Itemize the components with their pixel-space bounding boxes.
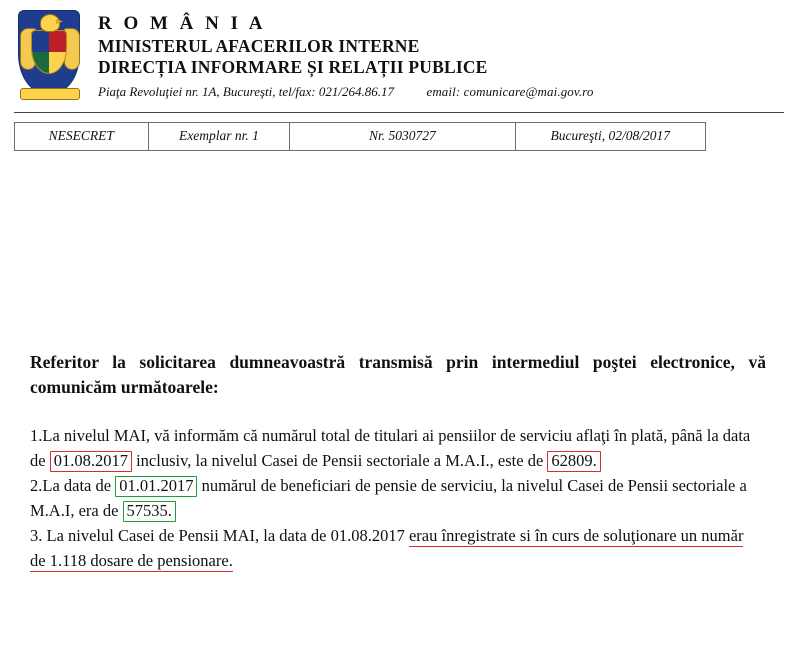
letterhead [0, 0, 800, 106]
romania-coat-of-arms-icon [14, 10, 86, 106]
contact-line [98, 84, 593, 100]
paragraph-2-pre: 2.La data de [30, 475, 116, 495]
paragraph-2 [30, 473, 760, 523]
classification-cell: NESECRET [15, 123, 149, 150]
highlight-date-01-08-2017: 01.08.2017 [50, 451, 132, 472]
place-date-cell: Bucureşti, 02/08/2017 [550, 128, 671, 143]
highlight-date-01-01-2017: 01.01.2017 [115, 476, 197, 497]
letterhead-titles [98, 8, 593, 100]
paragraph-1 [30, 423, 760, 473]
document-meta-table [14, 122, 706, 151]
highlight-value-57535: 57535. [123, 501, 176, 522]
paragraph-3-pre: 3. La nivelul Casei de Pensii MAI, la data de 01.08.2017 [30, 526, 409, 546]
department-title: DIRECȚIA INFORMARE ȘI RELAȚII PUBLICE [98, 57, 488, 78]
country-title: R O M Â N I A [98, 13, 266, 34]
header-divider [14, 112, 784, 113]
document-body [30, 350, 770, 573]
paragraph-1-mid: inclusiv, la nivelul Casei de Pensii sectoriale a M.A.I., este de [131, 450, 548, 470]
postal-address: Piaţa Revoluţiei nr. 1A, Bucureşti, tel/fax: 021/264.86.17 [98, 84, 394, 100]
underlined-phrase: erau înregistrate si în curs de soluţionare un număr de 1.118 dosare de pensionare. [30, 526, 744, 571]
lead-paragraph: Referitor la solicitarea dumneavoastră transmisă prin intermediul poştei electronice, vă comunicăm următoarele: [30, 352, 766, 398]
paragraph-3 [30, 523, 760, 573]
paragraph-1-pre: 1.La nivelul MAI, vă informăm că numărul total de titulari ai pensiilor de serviciu aflaţi în plată, până la data de [30, 425, 751, 470]
paragraph-2-mid: numărul de beneficiari de pensie de serviciu, la nivelul Casei de Pensii sectoriale a M.A.I, era de [30, 475, 747, 520]
highlight-value-62809: 62809. [547, 451, 600, 472]
ministry-title: MINISTERUL AFACERILOR INTERNE [98, 35, 420, 56]
email-address: email: comunicare@mai.gov.ro [426, 84, 594, 100]
copy-number-cell: Exemplar nr. 1 [149, 123, 291, 150]
registry-number-cell: Nr. 5030727 [290, 123, 515, 150]
